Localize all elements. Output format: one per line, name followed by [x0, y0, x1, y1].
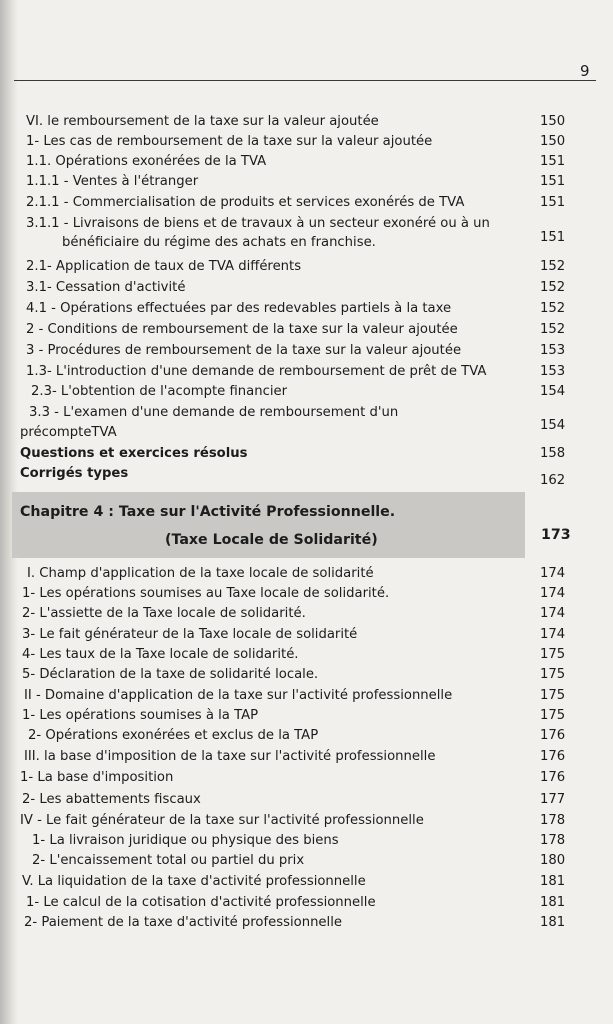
- toc-page-number: 176: [540, 770, 566, 785]
- toc-entry: 2.1- Application de taux de TVA différents: [26, 259, 302, 274]
- toc-entry: 3 - Procédures de remboursement de la taxe sur la valeur ajoutée: [26, 343, 462, 358]
- toc-page-number: 154: [540, 384, 566, 399]
- toc-page-number: 176: [540, 728, 566, 743]
- toc-page-number: 176: [540, 749, 566, 764]
- toc-entry: 1- La base d'imposition: [20, 770, 174, 785]
- toc-entry: 2- L'encaissement total ou partiel du prix: [32, 853, 305, 868]
- toc-entry: 3.1.1 - Livraisons de biens et de travaux à un secteur exonéré ou à un: [26, 216, 490, 231]
- toc-page-number: 154: [540, 418, 566, 433]
- toc-page-number: 175: [540, 688, 566, 703]
- toc-page-number: 175: [540, 708, 566, 723]
- toc-page-number: 151: [540, 174, 566, 189]
- toc-entry: précompteTVA: [20, 425, 117, 440]
- toc-page-number: 177: [540, 792, 566, 807]
- toc-entry: 5- Déclaration de la taxe de solidarité locale.: [22, 667, 319, 682]
- toc-page-number: 150: [540, 134, 566, 149]
- toc-page-number: 181: [540, 874, 566, 889]
- toc-entry: 2.3- L'obtention de l'acompte financier: [31, 384, 288, 399]
- toc-entry: 1- Les opérations soumises au Taxe locale de solidarité.: [22, 586, 390, 601]
- toc-entry: Corrigés types: [20, 466, 129, 481]
- toc-entry: II - Domaine d'application de la taxe sur l'activité professionnelle: [24, 688, 453, 703]
- toc-page-number: 174: [540, 627, 566, 642]
- toc-page-number: 152: [540, 322, 566, 337]
- toc-page-number: 174: [540, 586, 566, 601]
- toc-entry: 1- Le calcul de la cotisation d'activité professionnelle: [26, 895, 376, 910]
- toc-entry: 3- Le fait générateur de la Taxe locale de solidarité: [22, 627, 358, 642]
- chapter-heading-box: [12, 492, 525, 558]
- toc-entry: 4.1 - Opérations effectuées par des redevables partiels à la taxe: [26, 301, 452, 316]
- toc-page-number: 152: [540, 259, 566, 274]
- toc-entry: VI. le remboursement de la taxe sur la valeur ajoutée: [26, 114, 379, 129]
- toc-page-number: 151: [540, 195, 566, 210]
- toc-page-number: 158: [540, 446, 566, 461]
- toc-page-number: 178: [540, 833, 566, 848]
- toc-entry: 1.1. Opérations exonérées de la TVA: [26, 154, 267, 169]
- toc-page-number: 162: [540, 473, 566, 488]
- toc-entry: 2- L'assiette de la Taxe locale de solidarité.: [22, 606, 306, 621]
- toc-entry: 3.3 - L'examen d'une demande de remboursement d'un: [29, 405, 399, 420]
- toc-entry: I. Champ d'application de la taxe locale de solidarité: [27, 566, 374, 581]
- toc-entry: 1- Les cas de remboursement de la taxe sur la valeur ajoutée: [26, 134, 433, 149]
- chapter-title: Chapitre 4 : Taxe sur l'Activité Professionnelle.: [20, 504, 396, 520]
- toc-entry: 2- Paiement de la taxe d'activité professionnelle: [24, 915, 342, 930]
- toc-entry: V. La liquidation de la taxe d'activité professionnelle: [22, 874, 366, 889]
- toc-entry: IV - Le fait générateur de la taxe sur l'activité professionnelle: [20, 813, 424, 828]
- toc-entry: 1.1.1 - Ventes à l'étranger: [26, 174, 199, 189]
- toc-page-number: 151: [540, 154, 566, 169]
- toc-entry: 2.1.1 - Commercialisation de produits et services exonérés de TVA: [26, 195, 465, 210]
- toc-page-number: 181: [540, 895, 566, 910]
- toc-entry: III. la base d'imposition de la taxe sur l'activité professionnelle: [24, 749, 436, 764]
- toc-page-number: 153: [540, 343, 566, 358]
- toc-page-number: 174: [540, 606, 566, 621]
- toc-entry: bénéficiaire du régime des achats en franchise.: [62, 235, 376, 250]
- chapter-page-number: 173: [541, 527, 571, 543]
- toc-page-number: 175: [540, 647, 566, 662]
- toc-page-number: 153: [540, 364, 566, 379]
- toc-page-number: 175: [540, 667, 566, 682]
- toc-entry: 1- La livraison juridique ou physique des biens: [32, 833, 339, 848]
- toc-page-number: 152: [540, 301, 566, 316]
- toc-entry: 2 - Conditions de remboursement de la taxe sur la valeur ajoutée: [26, 322, 458, 337]
- toc-page-number: 180: [540, 853, 566, 868]
- toc-page-number: 151: [540, 230, 566, 245]
- toc-entry: Questions et exercices résolus: [20, 446, 248, 461]
- toc-entry: 3.1- Cessation d'activité: [26, 280, 186, 295]
- toc-entry: 1.3- L'introduction d'une demande de remboursement de prêt de TVA: [26, 364, 487, 379]
- toc-entry: 2- Les abattements fiscaux: [22, 792, 201, 807]
- toc-entry: 2- Opérations exonérées et exclus de la TAP: [28, 728, 319, 743]
- toc-page-number: 152: [540, 280, 566, 295]
- page-number: 9: [580, 62, 590, 80]
- toc-page-number: 178: [540, 813, 566, 828]
- toc-page-number: 150: [540, 114, 566, 129]
- chapter-subtitle: (Taxe Locale de Solidarité): [165, 532, 378, 548]
- toc-page-number: 174: [540, 566, 566, 581]
- toc-page-number: 181: [540, 915, 566, 930]
- toc-entry: 1- Les opérations soumises à la TAP: [22, 708, 259, 723]
- toc-entry: 4- Les taux de la Taxe locale de solidarité.: [22, 647, 299, 662]
